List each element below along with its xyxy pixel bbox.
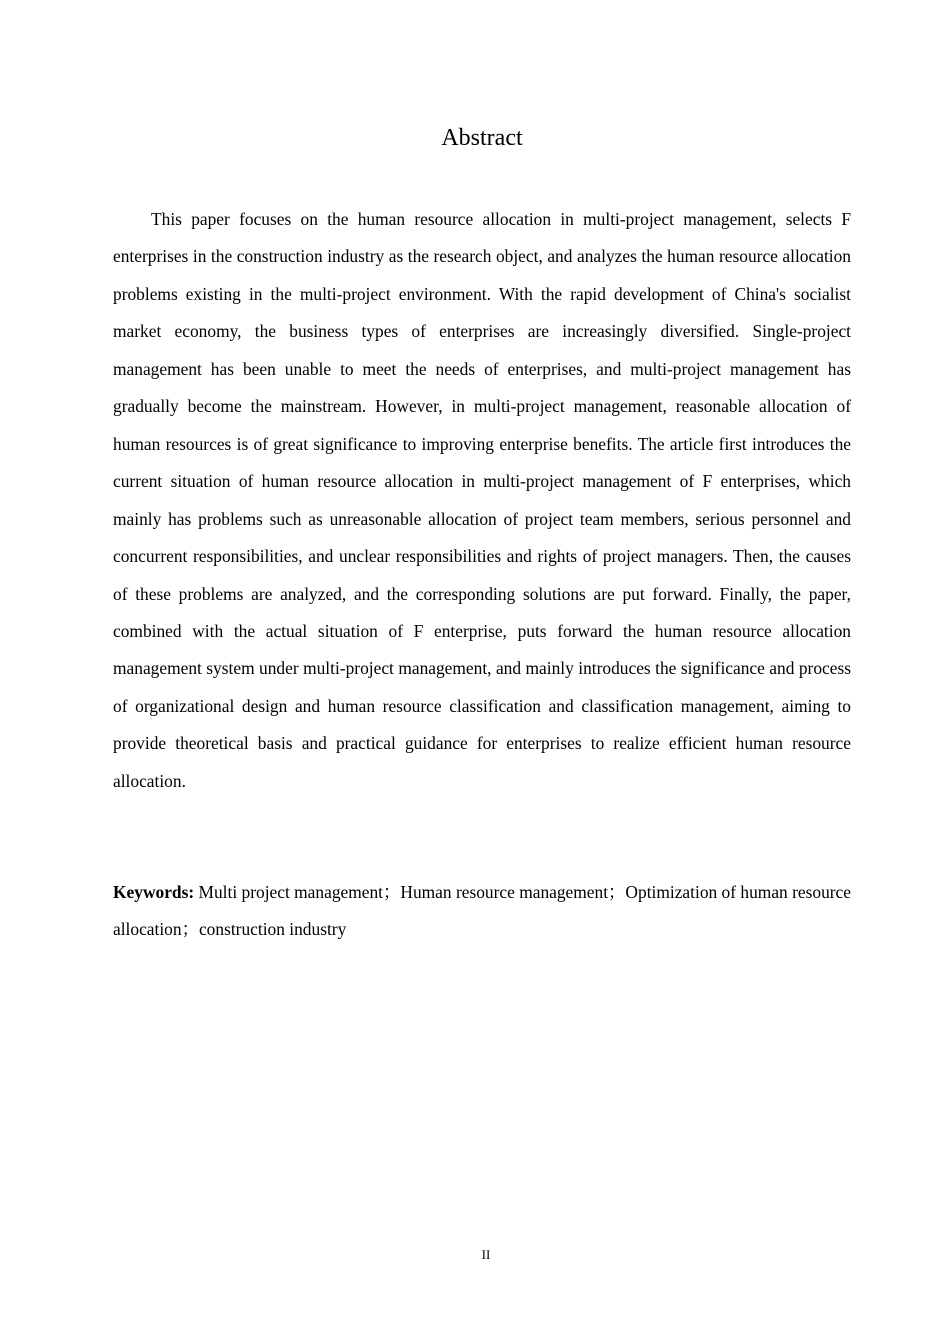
keywords-list: Multi project management；Human resource management；Optimization of human resource allocation；construction industry (113, 882, 851, 940)
keywords-label: Keywords: (113, 882, 195, 902)
keywords-paragraph (113, 874, 851, 949)
abstract-title: Abstract (441, 125, 523, 151)
page-number: II (481, 1247, 491, 1262)
abstract-paragraph: This paper focuses on the human resource allocation in multi-project management, selects F enterprises in the construction industry as the research object, and analyzes the human resource allocation problems existing in the multi-project environment. With the rapid development of China's socialist market economy, the business types of enterprises are increasingly diversified. Single-project management has been unable to meet the needs of enterprises, and multi-project management has gradually become the mainstream. However, in multi-project management, reasonable allocation of human resources is of great significance to improving enterprise benefits. The article first introduces the current situation of human resource allocation in multi-project management of F enterprises, which mainly has problems such as unreasonable allocation of project team members, serious personnel and concurrent responsibilities, and unclear responsibilities and rights of project managers. Then, the causes of these problems are analyzed, and the corresponding solutions are put forward. Finally, the paper, combined with the actual situation of F enterprise, puts forward the human resource allocation management system under multi-project management, and mainly introduces the significance and process of organizational design and human resource classification and classification management, aiming to provide theoretical basis and practical guidance for enterprises to realize efficient human resource allocation. (113, 209, 851, 791)
